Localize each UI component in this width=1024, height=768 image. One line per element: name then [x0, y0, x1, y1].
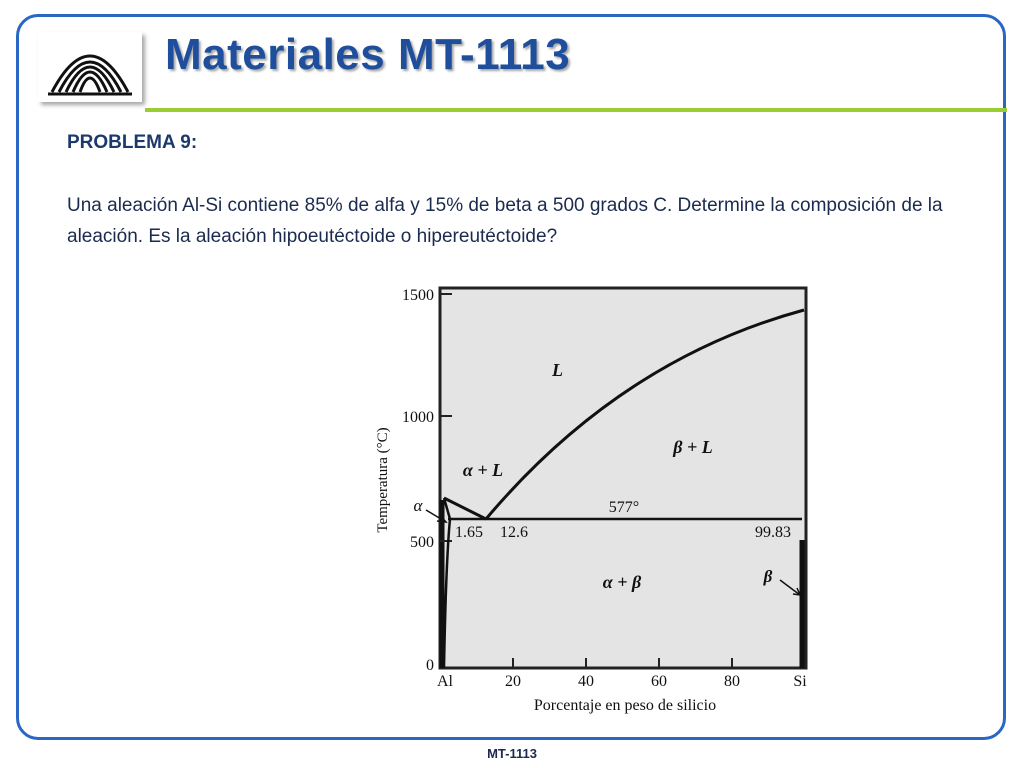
region-alpha: α — [413, 496, 423, 515]
problem-heading: PROBLEMA 9: — [67, 132, 198, 153]
problem-statement: Una aleación Al-Si contiene 85% de alfa y 15% de beta a 500 grados C. Determine la composición de la aleación. Es la aleación hipoeutéctoide o hipereutéctoide? — [67, 195, 943, 247]
x-tick-label: Si — [793, 673, 807, 690]
y-tick-label: 1500 — [402, 287, 434, 304]
slide-footer: MT-1113 — [487, 746, 537, 761]
x-tick-label: 80 — [724, 673, 740, 690]
x-tick-label: 60 — [651, 673, 667, 690]
y-tick-label: 500 — [410, 534, 434, 551]
x-axis-title: Porcentaje en peso de silicio — [533, 697, 717, 714]
region-alpha-beta: α + β — [602, 572, 642, 592]
alpha-composition-label: 1.65 — [455, 524, 483, 541]
region-liquid: L — [552, 360, 563, 380]
beta-composition-label: 99.83 — [755, 524, 791, 541]
y-axis-title: Temperatura (°C) — [375, 427, 391, 533]
y-tick-label: 0 — [426, 657, 434, 674]
region-beta-liquid: β + L — [673, 437, 713, 457]
eutectic-composition-label: 12.6 — [500, 524, 528, 541]
x-tick-label: Al — [437, 673, 453, 690]
x-tick-label: 20 — [505, 673, 521, 690]
x-tick-label: 40 — [578, 673, 594, 690]
region-alpha-liquid: α + L — [462, 460, 504, 480]
eutectic-temperature-label: 577° — [608, 499, 640, 516]
region-beta: β — [763, 567, 773, 586]
slide-title: Materiales MT-1113 — [165, 30, 571, 79]
y-tick-label: 1000 — [402, 409, 434, 426]
